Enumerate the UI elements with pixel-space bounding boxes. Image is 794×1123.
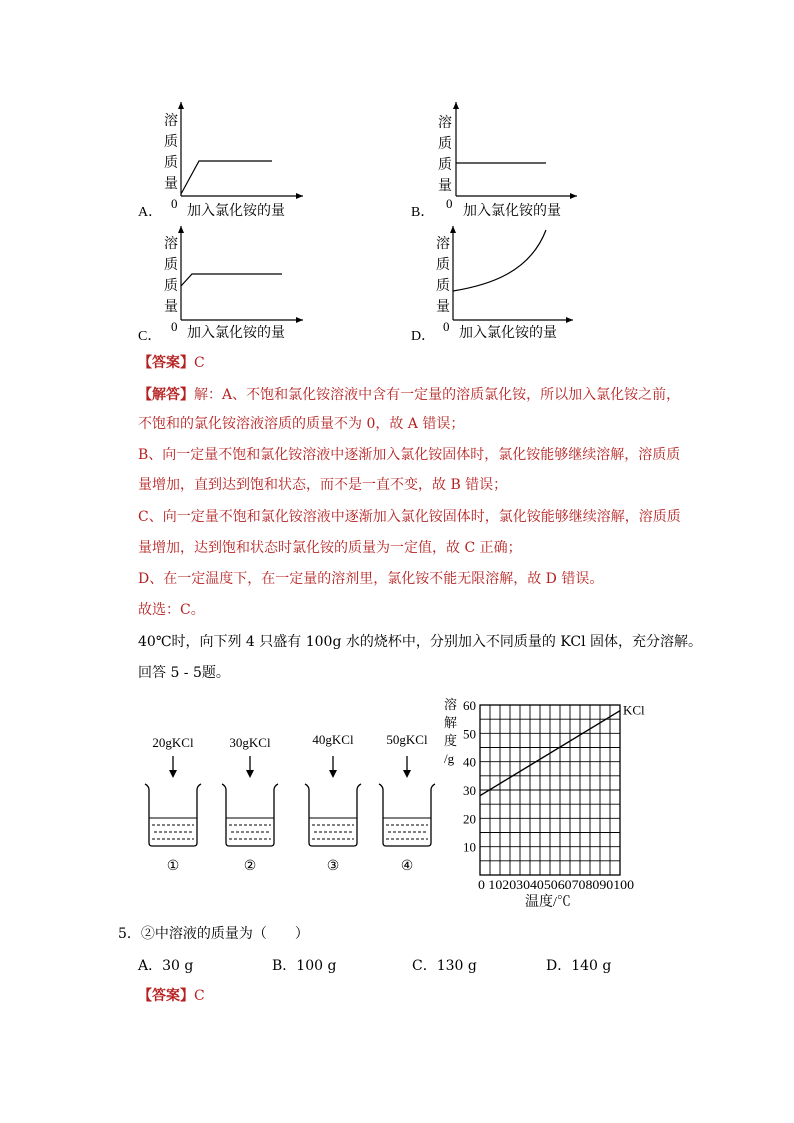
graph-d-ylabel-1: 溶 xyxy=(436,237,450,252)
beaker-number: ① xyxy=(166,859,180,874)
analysis-tag: 【解答】 xyxy=(138,387,194,403)
graph-c-ylabel-4: 量 xyxy=(164,300,178,315)
analysis-line-6: 量增加，达到饱和状态时氯化铵的质量为一定值，故 C 正确； xyxy=(138,540,522,556)
graph-b-ylabel-3: 质 xyxy=(438,158,452,173)
answer-value: C xyxy=(194,355,205,371)
graph-a-option: A． xyxy=(138,205,163,220)
answer-tag: 【答案】 xyxy=(138,988,194,1004)
option-a[interactable]: A．30 g xyxy=(138,958,194,974)
graph-c-ylabel-3: 质 xyxy=(164,279,178,294)
graph-a-ylabel-4: 量 xyxy=(164,177,178,192)
analysis-line-4: 量增加，直到达到饱和状态，而不是一直不变，故 B 错误； xyxy=(138,477,508,493)
graph-b-ylabel-1: 溶 xyxy=(438,116,452,131)
y-tick-label: 20 xyxy=(463,811,476,827)
graph-b-origin: 0 xyxy=(446,196,453,211)
graph-c-origin: 0 xyxy=(171,319,178,334)
stem-line-1: 40℃时，向下列 4 只盛有 100g 水的烧杯中，分别加入不同质量的 KCl 固体，充分溶解。 xyxy=(138,634,703,650)
beaker-label: 30gKCl xyxy=(229,735,271,750)
graph-a-ylabel-3: 质 xyxy=(164,156,178,171)
option-c[interactable]: C．130 g xyxy=(412,958,477,974)
x-tick-labels: 0 102030405060708090100 xyxy=(478,878,634,892)
graph-d-ylabel-2: 质 xyxy=(436,258,450,273)
graph-c-ylabel-2: 质 xyxy=(164,258,178,273)
analysis-line-7: D、在一定温度下，在一定量的溶剂里，氯化铵不能无限溶解，故 D 错误。 xyxy=(138,571,604,587)
analysis-line-3: B、向一定量不饱和氯化铵溶液中逐渐加入氯化铵固体时，氯化铵能够继续溶解，溶质质 xyxy=(138,447,681,463)
y-tick-label: 60 xyxy=(463,698,476,713)
graph-c-ylabel-1: 溶 xyxy=(164,237,178,252)
option-d[interactable]: D．140 g xyxy=(546,958,612,974)
graph-a-ylabel-1: 溶 xyxy=(164,114,178,129)
graph-d-option: D． xyxy=(411,329,436,344)
beaker-number: ② xyxy=(243,859,257,874)
graph-a-ylabel-2: 质 xyxy=(164,135,178,150)
beaker-label: 40gKCl xyxy=(312,732,354,747)
graph-d-ylabel-3: 质 xyxy=(436,279,450,294)
graph-d-origin: 0 xyxy=(443,319,450,334)
graph-a-origin: 0 xyxy=(171,196,178,211)
analysis-text-1: 解：A、不饱和氯化铵溶液中含有一定量的溶质氯化铵，所以加入氯化铵之前， xyxy=(194,387,681,403)
graph-d-xlabel: 加入氯化铵的量 xyxy=(459,326,557,341)
series-label-kcl: KCl xyxy=(623,702,645,718)
answer-block-5 xyxy=(138,986,205,1006)
graph-b-option: B． xyxy=(411,205,435,220)
graph-b-ylabel-4: 量 xyxy=(438,179,452,194)
stem-line-2: 回答 5 - 5题。 xyxy=(138,665,230,681)
beaker-number: ④ xyxy=(400,859,414,874)
y-tick-label: 50 xyxy=(463,726,476,742)
graph-c-xlabel: 加入氯化铵的量 xyxy=(187,326,285,341)
graph-b-ylabel-2: 质 xyxy=(438,137,452,152)
y-axis-label: 溶 xyxy=(444,697,458,712)
option-b[interactable]: B．100 g xyxy=(272,958,337,974)
graph-a-xlabel: 加入氯化铵的量 xyxy=(187,204,285,219)
analysis-line-2: 不饱和的氯化铵溶液溶质的质量不为 0，故 A 错误； xyxy=(138,416,465,432)
x-axis-label: 温度/℃ xyxy=(525,895,571,910)
question-5-stem: 5．②中溶液的质量为（ ） xyxy=(118,926,309,942)
y-axis-label: /g xyxy=(444,751,455,766)
y-tick-label: 30 xyxy=(463,783,476,798)
beaker-label: 20gKCl xyxy=(152,735,194,750)
beaker-label: 50gKCl xyxy=(386,732,428,747)
graph-d-ylabel-4: 量 xyxy=(436,300,450,315)
analysis-line-5: C、向一定量不饱和氯化铵溶液中逐渐加入氯化铵固体时，氯化铵能够继续溶解，溶质质 xyxy=(138,509,681,525)
analysis-conclusion: 故选：C。 xyxy=(138,602,205,618)
y-tick-label: 10 xyxy=(463,839,476,855)
answer-value: C xyxy=(194,988,205,1004)
y-tick-label: 40 xyxy=(463,754,476,770)
graph-c-option: C． xyxy=(138,329,162,344)
beaker-number: ③ xyxy=(326,859,340,874)
y-axis-label: 解 xyxy=(444,715,458,730)
answer-tag: 【答案】 xyxy=(138,355,194,371)
graph-b-xlabel: 加入氯化铵的量 xyxy=(463,204,561,219)
y-axis-label: 度 xyxy=(444,733,458,748)
